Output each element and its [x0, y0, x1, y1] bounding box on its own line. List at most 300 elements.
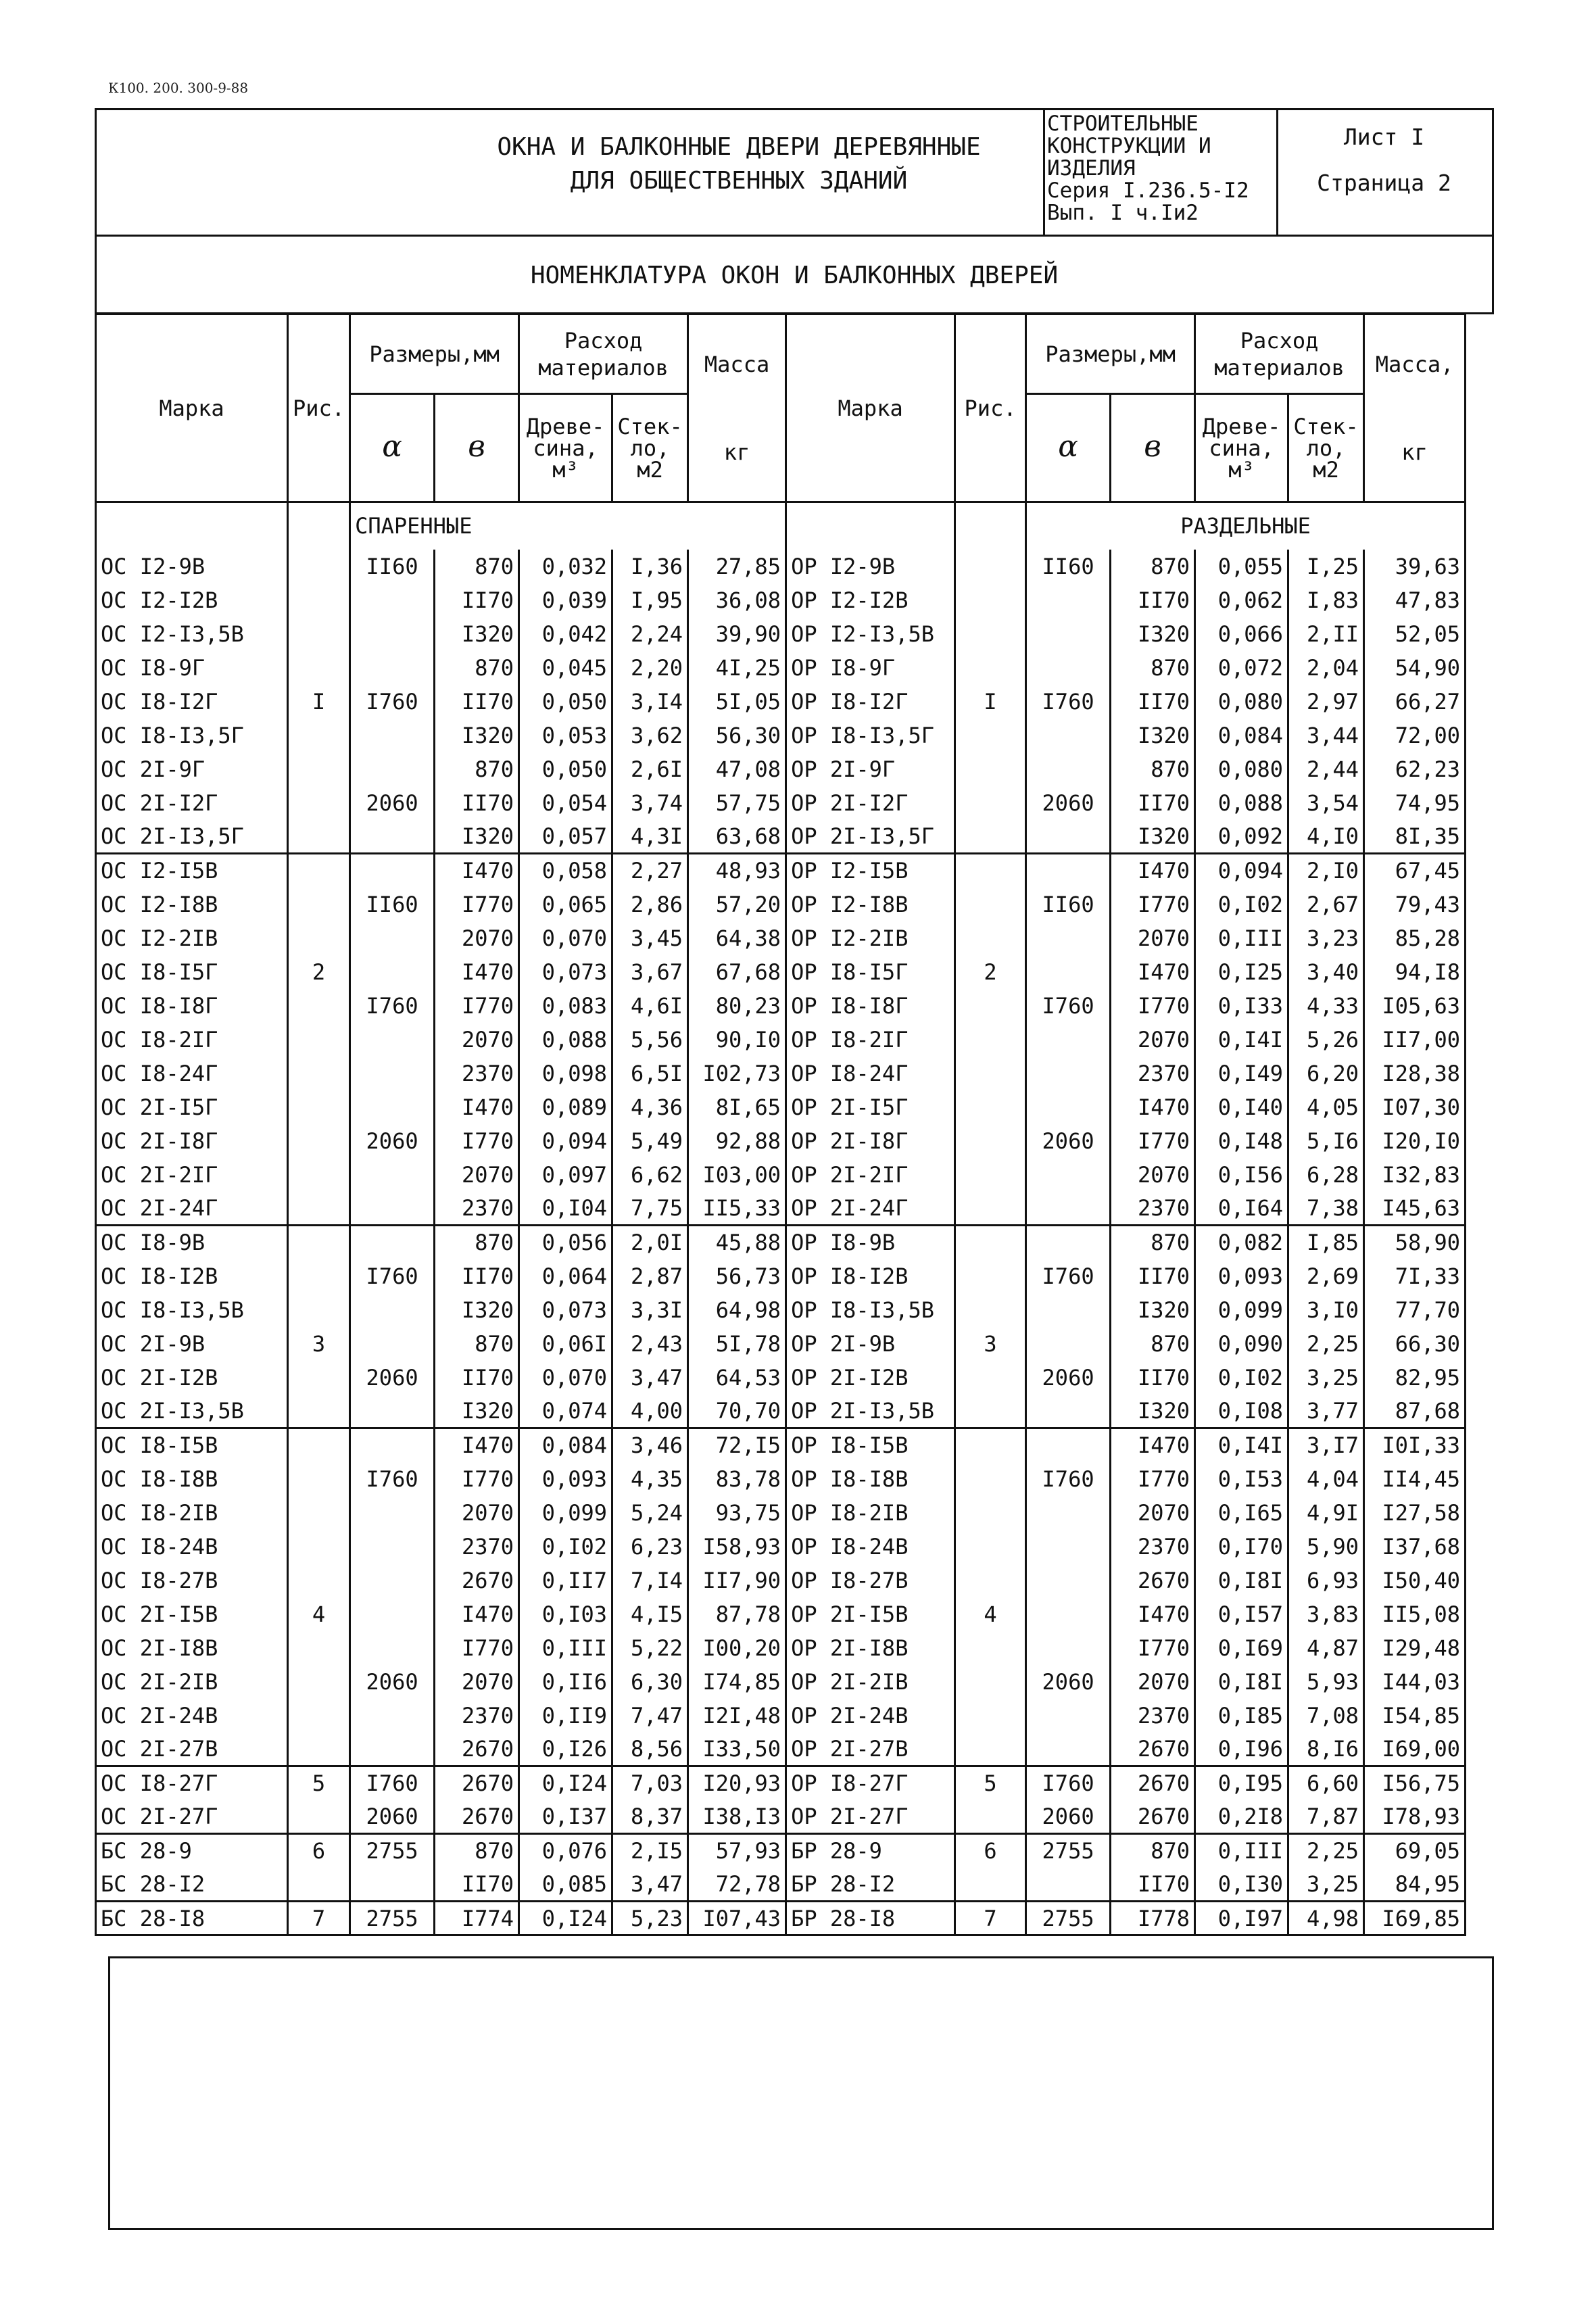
cell-fig-right [955, 1259, 1026, 1293]
cell-fig-right [955, 617, 1026, 651]
table-row [96, 921, 1466, 955]
cell-glass: 5,49 [612, 1124, 688, 1158]
cell-size-a [350, 1496, 435, 1530]
cell-fig-right [955, 1530, 1026, 1564]
cell-size-a-right [1026, 820, 1111, 854]
cell-size-a-right [1026, 1733, 1111, 1766]
cell-mass: 92,88 [688, 1124, 786, 1158]
cell-fig [288, 752, 350, 786]
cell-wood-right: 0,093 [1195, 1259, 1288, 1293]
cell-mark: ОС 2I-27Г [96, 1800, 288, 1834]
cell-mark-right: ОР I2-I5В [786, 854, 955, 888]
cell-size-a [350, 1023, 435, 1057]
cell-size-b: 2370 [435, 1530, 519, 1564]
cell-mass-right: 85,28 [1364, 921, 1466, 955]
cell-size-b: 2370 [435, 1057, 519, 1090]
cell-size-a-right [1026, 1395, 1111, 1428]
cell-glass: 6,30 [612, 1665, 688, 1699]
cell-wood: 0,088 [519, 1023, 612, 1057]
cell-glass: 3,47 [612, 1361, 688, 1395]
cell-size-a [350, 1530, 435, 1564]
table-row [96, 1834, 1466, 1868]
cell-mass: 67,68 [688, 955, 786, 989]
cell-wood-right: 0,I02 [1195, 1361, 1288, 1395]
cell-mass-right: I44,03 [1364, 1665, 1466, 1699]
table-body [96, 550, 1466, 1935]
cell-size-a-right: I760 [1026, 1259, 1111, 1293]
cell-wood: 0,I37 [519, 1800, 612, 1834]
cell-size-a-right: 2060 [1026, 786, 1111, 820]
cell-glass-right: 6,20 [1288, 1057, 1364, 1090]
cell-glass: 2,0I [612, 1226, 688, 1259]
cell-size-b: 2670 [435, 1766, 519, 1800]
cell-fig-right [955, 1124, 1026, 1158]
cell-size-b: I774 [435, 1902, 519, 1935]
cell-wood: 0,I24 [519, 1902, 612, 1935]
cell-mark-right: ОР I8-I5Г [786, 955, 955, 989]
table-row [96, 1462, 1466, 1496]
cell-fig-right [955, 1699, 1026, 1733]
table-row [96, 1124, 1466, 1158]
cell-mark-right: ОР 2I-27В [786, 1733, 955, 1766]
cell-mass-right: 62,23 [1364, 752, 1466, 786]
col-b-right: в [1111, 394, 1195, 502]
cell-size-b-right: 2070 [1111, 1023, 1195, 1057]
cell-mark: ОС I8-I5В [96, 1428, 288, 1462]
cell-glass-right: 2,25 [1288, 1834, 1364, 1868]
cell-wood: 0,I04 [519, 1192, 612, 1226]
cell-size-b-right: I770 [1111, 1124, 1195, 1158]
cell-mark-right: ОР 2I-9В [786, 1327, 955, 1361]
cell-size-a: 2060 [350, 1665, 435, 1699]
cell-fig [288, 1733, 350, 1766]
document-stamp: К100. 200. 300-9-88 [108, 80, 249, 96]
cell-size-a [350, 651, 435, 685]
cell-mark: ОС I8-I3,5Г [96, 719, 288, 752]
cell-wood: 0,039 [519, 583, 612, 617]
cell-glass: 5,23 [612, 1902, 688, 1935]
cell-glass: 2,87 [612, 1259, 688, 1293]
cell-size-a: I760 [350, 1766, 435, 1800]
cell-fig [288, 1395, 350, 1428]
cell-size-b: 2070 [435, 921, 519, 955]
cell-size-a-right: II60 [1026, 888, 1111, 921]
cell-fig [288, 1665, 350, 1699]
cell-mark-right: ОР 2I-I2Г [786, 786, 955, 820]
cell-mass: 70,70 [688, 1395, 786, 1428]
cell-glass: 4,I5 [612, 1597, 688, 1631]
cell-glass: 5,24 [612, 1496, 688, 1530]
table-row [96, 1699, 1466, 1733]
title-line-1: ОКНА И БАЛКОННЫЕ ДВЕРИ ДЕРЕВЯННЫЕ [497, 133, 981, 161]
cell-mass-right: II7,00 [1364, 1023, 1466, 1057]
table-row [96, 854, 1466, 888]
cell-mass: 56,73 [688, 1259, 786, 1293]
series-line-5: Вып. I ч.Iи2 [1047, 201, 1199, 225]
cell-size-b: II70 [435, 1259, 519, 1293]
cell-size-b-right: 2370 [1111, 1057, 1195, 1090]
cell-mass: I2I,48 [688, 1699, 786, 1733]
col-mass-right [1364, 314, 1466, 502]
cell-glass-right: 3,23 [1288, 921, 1364, 955]
cell-fig-right: 2 [955, 955, 1026, 989]
cell-mark: ОС I2-I3,5В [96, 617, 288, 651]
cell-wood-right: 0,080 [1195, 685, 1288, 719]
cell-mark: ОС I8-2IВ [96, 1496, 288, 1530]
cell-wood-right: 0,I33 [1195, 989, 1288, 1023]
cell-fig [288, 1631, 350, 1665]
cell-glass-right: 7,87 [1288, 1800, 1364, 1834]
cell-wood-right: 0,099 [1195, 1293, 1288, 1327]
cell-fig [288, 1462, 350, 1496]
cell-wood: 0,093 [519, 1462, 612, 1496]
cell-mark: ОС 2I-I5В [96, 1597, 288, 1631]
cell-wood: 0,099 [519, 1496, 612, 1530]
table-row [96, 1090, 1466, 1124]
cell-size-b: 2670 [435, 1800, 519, 1834]
cell-mass: 56,30 [688, 719, 786, 752]
cell-wood-right: 0,I8I [1195, 1564, 1288, 1597]
cell-glass-right: 3,40 [1288, 955, 1364, 989]
cell-glass-right: 4,87 [1288, 1631, 1364, 1665]
cell-mark: ОС I8-27Г [96, 1766, 288, 1800]
table-row [96, 719, 1466, 752]
cell-glass: 4,36 [612, 1090, 688, 1124]
cell-mass: 63,68 [688, 820, 786, 854]
cell-size-a: 2755 [350, 1902, 435, 1935]
cell-mark-right: ОР I8-I8В [786, 1462, 955, 1496]
cell-mark-right: ОР I2-2IВ [786, 921, 955, 955]
cell-size-a-right: I760 [1026, 685, 1111, 719]
cell-size-a [350, 1597, 435, 1631]
table-row [96, 1665, 1466, 1699]
cell-glass-right: 2,II [1288, 617, 1364, 651]
cell-mark-right: ОР I8-24В [786, 1530, 955, 1564]
section-spacer [955, 502, 1026, 550]
cell-mass: 36,08 [688, 583, 786, 617]
cell-glass: 3,74 [612, 786, 688, 820]
cell-mass: 64,38 [688, 921, 786, 955]
cell-wood-right: 0,092 [1195, 820, 1288, 854]
cell-size-b: 870 [435, 1834, 519, 1868]
cell-size-b: 2670 [435, 1733, 519, 1766]
cell-mass-right: 52,05 [1364, 617, 1466, 651]
cell-size-a-right: 2060 [1026, 1800, 1111, 1834]
cell-wood: 0,045 [519, 651, 612, 685]
cell-wood: 0,070 [519, 1361, 612, 1395]
cell-glass: 2,27 [612, 854, 688, 888]
cell-size-b: I320 [435, 820, 519, 854]
cell-mark: ОС 2I-2IВ [96, 1665, 288, 1699]
cell-size-b: I470 [435, 854, 519, 888]
cell-size-b-right: 870 [1111, 651, 1195, 685]
cell-mass-right: 7I,33 [1364, 1259, 1466, 1293]
col-fig-right: Рис. [955, 314, 1026, 502]
cell-mass: 57,93 [688, 1834, 786, 1868]
cell-glass-right: 5,93 [1288, 1665, 1364, 1699]
cell-mass: I00,20 [688, 1631, 786, 1665]
table-row [96, 1530, 1466, 1564]
cell-wood-right: 0,I95 [1195, 1766, 1288, 1800]
cell-size-b-right: I770 [1111, 1462, 1195, 1496]
cell-glass: 3,I4 [612, 685, 688, 719]
cell-fig-right [955, 1090, 1026, 1124]
section-label-left: СПАРЕННЫЕ [350, 502, 786, 550]
cell-mass: 4I,25 [688, 651, 786, 685]
cell-fig [288, 1259, 350, 1293]
cell-size-b: 870 [435, 1226, 519, 1259]
cell-wood-right: 0,III [1195, 1834, 1288, 1868]
cell-size-a: I760 [350, 989, 435, 1023]
cell-mark-right: ОР 2I-I3,5Г [786, 820, 955, 854]
cell-size-b: II70 [435, 786, 519, 820]
cell-glass-right: 2,25 [1288, 1327, 1364, 1361]
cell-fig [288, 1564, 350, 1597]
cell-mass-right: I32,83 [1364, 1158, 1466, 1192]
cell-size-a [350, 1631, 435, 1665]
cell-size-a-right [1026, 1057, 1111, 1090]
table-row [96, 583, 1466, 617]
table-row [96, 1327, 1466, 1361]
cell-glass-right: 3,25 [1288, 1868, 1364, 1902]
cell-size-b: I470 [435, 955, 519, 989]
cell-size-b-right: 2070 [1111, 1496, 1195, 1530]
cell-fig [288, 1699, 350, 1733]
cell-size-b-right: 2070 [1111, 1665, 1195, 1699]
cell-glass-right: 4,04 [1288, 1462, 1364, 1496]
table-row [96, 1259, 1466, 1293]
cell-mass: I02,73 [688, 1057, 786, 1090]
cell-size-a [350, 854, 435, 888]
cell-size-b: II70 [435, 1361, 519, 1395]
cell-mark-right: БР 28-I8 [786, 1902, 955, 1935]
cell-wood-right: 0,062 [1195, 583, 1288, 617]
cell-size-a: II60 [350, 550, 435, 583]
cell-fig-right [955, 854, 1026, 888]
cell-glass-right: 4,33 [1288, 989, 1364, 1023]
cell-mark: ОС 2I-I2Г [96, 786, 288, 820]
cell-size-b-right: I770 [1111, 888, 1195, 921]
col-mass-right-unit: кг [1401, 439, 1428, 465]
cell-size-a [350, 752, 435, 786]
cell-mark: ОС I8-I2В [96, 1259, 288, 1293]
table-row [96, 786, 1466, 820]
cell-wood: 0,032 [519, 550, 612, 583]
cell-mark-right: ОР 2I-2IГ [786, 1158, 955, 1192]
col-b: в [435, 394, 519, 502]
cell-size-b: I320 [435, 719, 519, 752]
cell-size-a-right [1026, 1023, 1111, 1057]
table-row [96, 617, 1466, 651]
cell-glass: 3,46 [612, 1428, 688, 1462]
cell-size-b: 2070 [435, 1665, 519, 1699]
cell-size-a: I760 [350, 1462, 435, 1496]
cell-size-b-right: II70 [1111, 685, 1195, 719]
cell-size-b: I320 [435, 617, 519, 651]
cell-size-a-right [1026, 1428, 1111, 1462]
cell-mark: ОС I8-9Г [96, 651, 288, 685]
cell-mass-right: I45,63 [1364, 1192, 1466, 1226]
cell-fig [288, 1023, 350, 1057]
cell-fig [288, 1800, 350, 1834]
cell-fig: 3 [288, 1327, 350, 1361]
cell-size-a: 2755 [350, 1834, 435, 1868]
cell-fig-right: 4 [955, 1597, 1026, 1631]
cell-size-a [350, 1395, 435, 1428]
cell-glass-right: 2,I0 [1288, 854, 1364, 888]
cell-fig [288, 1496, 350, 1530]
cell-size-a [350, 1192, 435, 1226]
cell-size-a-right [1026, 921, 1111, 955]
cell-mark-right: ОР I8-I2Г [786, 685, 955, 719]
cell-wood-right: 0,I96 [1195, 1733, 1288, 1766]
cell-size-b: 870 [435, 651, 519, 685]
cell-fig-right: I [955, 685, 1026, 719]
cell-wood: 0,050 [519, 752, 612, 786]
cell-wood-right: 0,084 [1195, 719, 1288, 752]
table-title: НОМЕНКЛАТУРА ОКОН И БАЛКОННЫХ ДВЕРЕЙ [95, 237, 1494, 314]
cell-size-a-right [1026, 1293, 1111, 1327]
col-a: α [350, 394, 435, 502]
cell-wood-right: 0,I49 [1195, 1057, 1288, 1090]
cell-mass-right: 67,45 [1364, 854, 1466, 888]
cell-glass-right: 4,9I [1288, 1496, 1364, 1530]
cell-mark-right: ОР 2I-I3,5В [786, 1395, 955, 1428]
col-glass: Стек-ло, м2 [612, 394, 688, 502]
cell-wood: 0,053 [519, 719, 612, 752]
cell-size-a-right [1026, 1530, 1111, 1564]
cell-glass: 3,47 [612, 1868, 688, 1902]
cell-size-a [350, 1428, 435, 1462]
cell-glass: 2,I5 [612, 1834, 688, 1868]
table-row [96, 1428, 1466, 1462]
cell-wood: 0,097 [519, 1158, 612, 1192]
cell-fig-right [955, 820, 1026, 854]
cell-fig-right [955, 1395, 1026, 1428]
cell-mass-right: I69,00 [1364, 1733, 1466, 1766]
cell-mark: ОС I8-24В [96, 1530, 288, 1564]
cell-wood-right: 0,I4I [1195, 1428, 1288, 1462]
cell-mark: ОС I8-I8Г [96, 989, 288, 1023]
cell-glass-right: 7,38 [1288, 1192, 1364, 1226]
cell-mass-right: 79,43 [1364, 888, 1466, 921]
cell-mark-right: ОР 2I-I2В [786, 1361, 955, 1395]
cell-fig-right [955, 1496, 1026, 1530]
cell-mark: ОС 2I-I8В [96, 1631, 288, 1665]
cell-mark-right: БР 28-9 [786, 1834, 955, 1868]
cell-mass: 72,I5 [688, 1428, 786, 1462]
cell-glass-right: 5,90 [1288, 1530, 1364, 1564]
cell-fig-right [955, 1733, 1026, 1766]
cell-mark: ОС I8-2IГ [96, 1023, 288, 1057]
cell-size-a-right [1026, 955, 1111, 989]
series-line-1: СТРОИТЕЛЬНЫЕ [1047, 112, 1199, 136]
cell-fig [288, 1530, 350, 1564]
cell-mark-right: ОР I8-24Г [786, 1057, 955, 1090]
cell-mass: 5I,05 [688, 685, 786, 719]
cell-glass-right: I,83 [1288, 583, 1364, 617]
cell-wood-right: 0,I40 [1195, 1090, 1288, 1124]
cell-mark: ОС 2I-9В [96, 1327, 288, 1361]
cell-wood-right: 0,2I8 [1195, 1800, 1288, 1834]
cell-mass-right: 39,63 [1364, 550, 1466, 583]
cell-size-b: I770 [435, 1462, 519, 1496]
cell-mass: 72,78 [688, 1868, 786, 1902]
cell-size-a-right [1026, 1192, 1111, 1226]
cell-size-a-right: 2755 [1026, 1834, 1111, 1868]
cell-glass-right: 3,54 [1288, 786, 1364, 820]
cell-mark: ОС 2I-24Г [96, 1192, 288, 1226]
document-header [95, 108, 1494, 237]
cell-fig [288, 1428, 350, 1462]
cell-mark: ОС I2-2IВ [96, 921, 288, 955]
cell-glass: 3,67 [612, 955, 688, 989]
cell-size-b-right: 870 [1111, 752, 1195, 786]
cell-mark: ОС 2I-2IГ [96, 1158, 288, 1192]
cell-fig-right: 5 [955, 1766, 1026, 1800]
cell-glass: 5,22 [612, 1631, 688, 1665]
cell-fig [288, 888, 350, 921]
cell-wood: 0,II9 [519, 1699, 612, 1733]
cell-size-b-right: I470 [1111, 1428, 1195, 1462]
cell-glass-right: 3,25 [1288, 1361, 1364, 1395]
cell-size-b: I470 [435, 1090, 519, 1124]
cell-mass-right: I78,93 [1364, 1800, 1466, 1834]
cell-mass-right: 54,90 [1364, 651, 1466, 685]
cell-size-a [350, 1868, 435, 1902]
cell-mark-right: ОР I8-I3,5Г [786, 719, 955, 752]
cell-glass: 4,35 [612, 1462, 688, 1496]
cell-mark: ОС I8-I8В [96, 1462, 288, 1496]
sheet-number: Лист I [1343, 124, 1425, 150]
cell-glass: 7,I4 [612, 1564, 688, 1597]
cell-wood-right: 0,I48 [1195, 1124, 1288, 1158]
cell-size-a-right [1026, 1496, 1111, 1530]
cell-wood-right: 0,I97 [1195, 1902, 1288, 1935]
cell-size-a: I760 [350, 1259, 435, 1293]
cell-size-b: I470 [435, 1597, 519, 1631]
cell-fig [288, 1192, 350, 1226]
cell-mark: ОС I8-I2Г [96, 685, 288, 719]
cell-fig: 4 [288, 1597, 350, 1631]
cell-mark: ОС I8-24Г [96, 1057, 288, 1090]
cell-mass: 93,75 [688, 1496, 786, 1530]
cell-size-a-right [1026, 1631, 1111, 1665]
cell-glass-right: 3,77 [1288, 1395, 1364, 1428]
cell-mass-right: 77,70 [1364, 1293, 1466, 1327]
cell-mass-right: I07,30 [1364, 1090, 1466, 1124]
col-materials: Расход материалов [519, 314, 688, 394]
cell-mark: ОС 2I-I5Г [96, 1090, 288, 1124]
cell-mark-right: ОР I8-27В [786, 1564, 955, 1597]
cell-mass: 87,78 [688, 1597, 786, 1631]
cell-size-a-right: 2755 [1026, 1902, 1111, 1935]
cell-mark: БС 28-I8 [96, 1902, 288, 1935]
cell-size-a [350, 1733, 435, 1766]
cell-wood: 0,I02 [519, 1530, 612, 1564]
cell-wood: 0,II7 [519, 1564, 612, 1597]
cell-size-a-right [1026, 854, 1111, 888]
table-row [96, 1564, 1466, 1597]
table-row [96, 550, 1466, 583]
cell-mass-right: 84,95 [1364, 1868, 1466, 1902]
table-row [96, 1868, 1466, 1902]
col-mass-label: Масса [704, 351, 770, 377]
cell-size-a: I760 [350, 685, 435, 719]
series-info [1043, 110, 1284, 227]
cell-wood-right: 0,066 [1195, 617, 1288, 651]
cell-size-b: I770 [435, 1124, 519, 1158]
